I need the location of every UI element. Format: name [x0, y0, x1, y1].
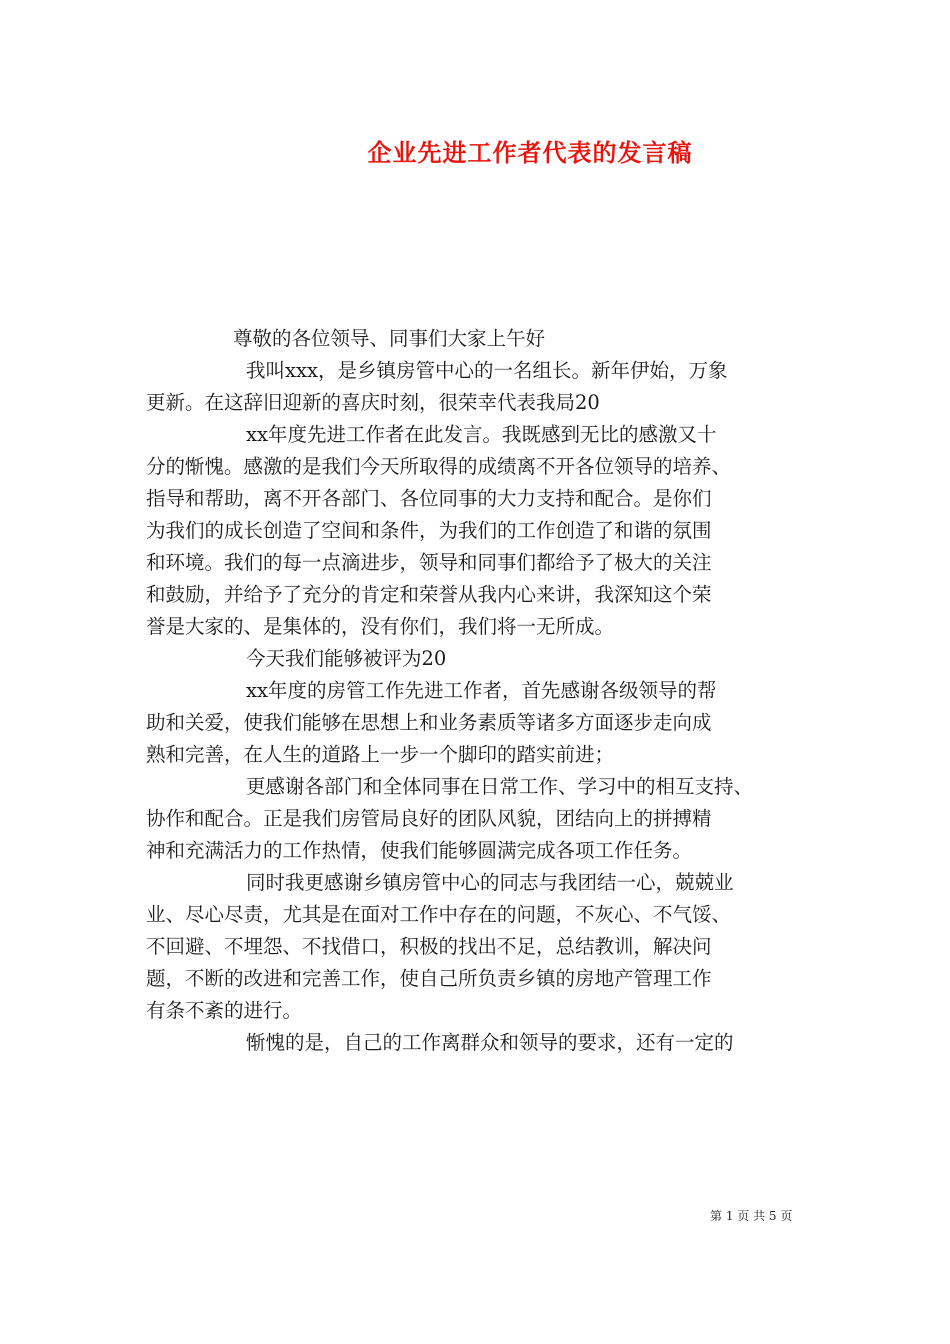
body-line: 我叫xxx，是乡镇房管中心的一名组长。新年伊始，万象 — [246, 359, 728, 382]
body-line: xx年度先进工作者在此发言。我既感到无比的感激又十 — [246, 423, 717, 446]
body-line: 有条不紊的进行。 — [146, 999, 303, 1022]
body-line: 分的惭愧。感激的是我们今天所取得的成绩离不开各位领导的培养、 — [146, 455, 732, 478]
body-line: 助和关爱，使我们能够在思想上和业务素质等诸多方面逐步走向成 — [146, 711, 712, 734]
body-line: 同时我更感谢乡镇房管中心的同志与我团结一心，兢兢业 — [246, 871, 734, 894]
salutation-line: 尊敬的各位领导、同事们大家上午好 — [233, 327, 546, 350]
body-line: 指导和帮助，离不开各部门、各位同事的大力支持和配合。是你们 — [146, 487, 712, 510]
body-line: 誉是大家的、是集体的，没有你们，我们将一无所成。 — [146, 615, 615, 638]
body-line: xx年度的房管工作先进工作者，首先感谢各级领导的帮 — [246, 679, 717, 702]
body-line: 惭愧的是，自己的工作离群众和领导的要求，还有一定的 — [246, 1031, 734, 1054]
body-line: 业、尽心尽责，尤其是在面对工作中存在的问题，不灰心、不气馁、 — [146, 903, 732, 926]
page-number-footer: 第 1 页 共 5 页 — [710, 1209, 793, 1223]
body-line: 更感谢各部门和全体同事在日常工作、学习中的相互支持、 — [246, 775, 754, 798]
body-line: 题，不断的改进和完善工作，使自己所负责乡镇的房地产管理工作 — [146, 967, 712, 990]
document-body — [146, 323, 810, 1059]
body-line: 协作和配合。正是我们房管局良好的团队风貌，团结向上的拼搏精 — [146, 807, 712, 830]
body-line: 和鼓励，并给予了充分的肯定和荣誉从我内心来讲，我深知这个荣 — [146, 583, 712, 606]
body-line: 熟和完善，在人生的道路上一步一个脚印的踏实前进； — [146, 743, 615, 766]
body-line: 为我们的成长创造了空间和条件，为我们的工作创造了和谐的氛围 — [146, 519, 712, 542]
body-line: 不回避、不埋怨、不找借口，积极的找出不足，总结教训，解决问 — [146, 935, 712, 958]
body-line: 今天我们能够被评为20 — [246, 647, 447, 670]
body-line: 神和充满活力的工作热情，使我们能够圆满完成各项工作任务。 — [146, 839, 693, 862]
body-line: 和环境。我们的每一点滴进步，领导和同事们都给予了极大的关注 — [146, 551, 712, 574]
body-line: 更新。在这辞旧迎新的喜庆时刻，很荣幸代表我局20 — [146, 391, 600, 414]
document-title: 企业先进工作者代表的发言稿 — [367, 138, 693, 167]
